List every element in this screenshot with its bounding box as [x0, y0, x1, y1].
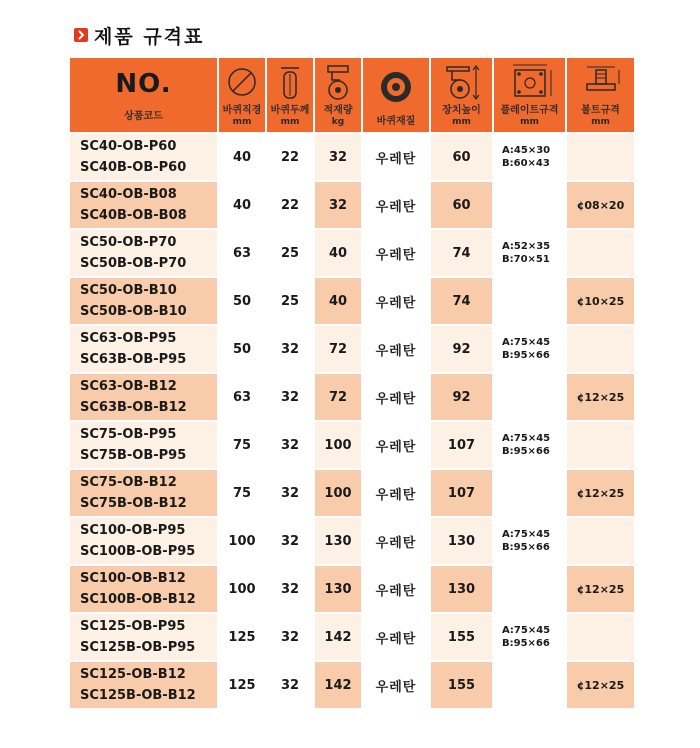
product-code-2: SC50B-OB-P70: [80, 256, 187, 271]
product-code-2: SC50B-OB-B10: [80, 304, 187, 319]
wheel-diameter-icon: [225, 58, 259, 105]
wheel-material-cell: 우레탄: [363, 470, 429, 516]
wheel-thickness-cell: 32: [267, 422, 313, 468]
load-capacity-cell: 72: [315, 374, 361, 420]
wheel-material-cell: 우레탄: [363, 422, 429, 468]
product-code-1: SC40-OB-B08: [80, 187, 177, 202]
plate-size-cell: [494, 518, 565, 564]
mount-height-cell: 60: [431, 134, 492, 180]
wheel-diameter-cell: 40: [219, 182, 265, 228]
product-code-1: SC63-OB-P95: [80, 331, 177, 346]
load-capacity-cell: 32: [315, 182, 361, 228]
title-row: [74, 22, 204, 48]
mount-height-cell: 92: [431, 326, 492, 372]
product-code-1: SC100-OB-P95: [80, 523, 186, 538]
plate-size-cell: [494, 326, 565, 372]
wheel-material-cell: 우레탄: [363, 134, 429, 180]
product-code-2: SC100B-OB-B12: [80, 592, 196, 607]
product-code-cell: [70, 566, 217, 612]
header-product-code: 상품코드: [124, 110, 163, 122]
plate-size-icon: [505, 58, 555, 105]
product-code-2: SC40B-OB-B08: [80, 208, 187, 223]
load-capacity-icon: [320, 58, 356, 105]
plate-size-b: B:95×66: [502, 542, 550, 553]
header-mount-height: 장치높이 mm: [431, 58, 492, 132]
mount-height-cell: 74: [431, 278, 492, 324]
spec-table: [70, 58, 628, 708]
bolt-size-cell: ¢12×25: [567, 566, 634, 612]
bolt-size-cell: [567, 326, 634, 372]
plate-size-cell: [494, 134, 565, 180]
plate-size-a: A:75×45: [502, 625, 551, 636]
wheel-material-cell: 우레탄: [363, 518, 429, 564]
product-code-2: SC63B-OB-B12: [80, 400, 187, 415]
plate-size-b: B:60×43: [502, 158, 550, 169]
wheel-diameter-cell: 125: [219, 614, 265, 660]
load-capacity-cell: 32: [315, 134, 361, 180]
product-code-cell: [70, 134, 217, 180]
product-code-2: SC63B-OB-P95: [80, 352, 187, 367]
bolt-size-icon: [579, 58, 623, 105]
wheel-material-cell: 우레탄: [363, 182, 429, 228]
wheel-material-cell: 우레탄: [363, 278, 429, 324]
plate-size-cell: [494, 566, 565, 612]
load-capacity-cell: 100: [315, 470, 361, 516]
wheel-diameter-cell: 63: [219, 230, 265, 276]
product-code-2: SC125B-OB-P95: [80, 640, 196, 655]
product-code-cell: [70, 278, 217, 324]
load-capacity-cell: 100: [315, 422, 361, 468]
wheel-thickness-cell: 22: [267, 182, 313, 228]
header-bolt-size: 볼트규격 mm: [567, 58, 634, 132]
load-capacity-cell: 142: [315, 614, 361, 660]
load-capacity-cell: 72: [315, 326, 361, 372]
wheel-thickness-cell: 25: [267, 278, 313, 324]
wheel-diameter-cell: 50: [219, 326, 265, 372]
wheel-thickness-cell: 32: [267, 470, 313, 516]
plate-size-cell: [494, 614, 565, 660]
bolt-size-cell: ¢12×25: [567, 374, 634, 420]
header-wheel-material: 바퀴재질: [363, 58, 429, 132]
header-load-capacity: 적재량 kg: [315, 58, 361, 132]
bolt-size-cell: [567, 422, 634, 468]
wheel-thickness-cell: 25: [267, 230, 313, 276]
product-code-2: SC40B-OB-P60: [80, 160, 187, 175]
product-code-1: SC50-OB-P70: [80, 235, 177, 250]
wheel-thickness-cell: 32: [267, 518, 313, 564]
product-code-1: SC63-OB-B12: [80, 379, 177, 394]
header-no-label: NO.: [115, 68, 172, 99]
plate-size-cell: [494, 470, 565, 516]
load-capacity-cell: 130: [315, 566, 361, 612]
product-code-cell: [70, 326, 217, 372]
wheel-material-cell: 우레탄: [363, 614, 429, 660]
product-code-1: SC75-OB-P95: [80, 427, 177, 442]
mount-height-cell: 155: [431, 662, 492, 708]
plate-size-cell: [494, 278, 565, 324]
product-code-cell: [70, 518, 217, 564]
header-plate-size: 플레이트규격 mm: [494, 58, 565, 132]
plate-size-cell: [494, 662, 565, 708]
wheel-thickness-cell: 32: [267, 662, 313, 708]
product-code-1: SC75-OB-B12: [80, 475, 177, 490]
plate-size-a: A:75×45: [502, 433, 551, 444]
wheel-diameter-cell: 125: [219, 662, 265, 708]
bolt-size-cell: ¢10×25: [567, 278, 634, 324]
product-code-cell: [70, 230, 217, 276]
wheel-diameter-cell: 63: [219, 374, 265, 420]
bolt-size-cell: [567, 518, 634, 564]
product-code-cell: [70, 470, 217, 516]
product-code-cell: [70, 422, 217, 468]
bolt-size-cell: [567, 614, 634, 660]
wheel-diameter-cell: 40: [219, 134, 265, 180]
wheel-thickness-cell: 32: [267, 614, 313, 660]
product-code-cell: [70, 662, 217, 708]
product-code-1: SC100-OB-B12: [80, 571, 186, 586]
load-capacity-cell: 40: [315, 230, 361, 276]
wheel-thickness-cell: 32: [267, 566, 313, 612]
wheel-material-cell: 우레탄: [363, 662, 429, 708]
product-code-1: SC125-OB-P95: [80, 619, 186, 634]
mount-height-cell: 60: [431, 182, 492, 228]
product-code-2: SC100B-OB-P95: [80, 544, 196, 559]
load-capacity-cell: 142: [315, 662, 361, 708]
plate-size-cell: [494, 422, 565, 468]
plate-size-b: B:70×51: [502, 254, 550, 265]
header-wheel-diameter: 바퀴직경 mm: [219, 58, 265, 132]
wheel-diameter-cell: 75: [219, 422, 265, 468]
product-code-1: SC40-OB-P60: [80, 139, 177, 154]
wheel-thickness-icon: [273, 58, 307, 105]
load-capacity-cell: 130: [315, 518, 361, 564]
plate-size-b: B:95×66: [502, 350, 550, 361]
plate-size-cell: [494, 230, 565, 276]
product-code-2: SC125B-OB-B12: [80, 688, 196, 703]
bolt-size-cell: [567, 134, 634, 180]
mount-height-cell: 130: [431, 518, 492, 564]
wheel-material-cell: 우레탄: [363, 566, 429, 612]
product-code-2: SC75B-OB-B12: [80, 496, 187, 511]
mount-height-cell: 107: [431, 470, 492, 516]
bolt-size-cell: ¢12×25: [567, 470, 634, 516]
plate-size-a: A:52×35: [502, 241, 551, 252]
mount-height-cell: 130: [431, 566, 492, 612]
plate-size-cell: [494, 182, 565, 228]
page-title: 제품 규격표: [94, 25, 205, 48]
bolt-size-cell: [567, 230, 634, 276]
product-code-1: SC50-OB-B10: [80, 283, 177, 298]
bolt-size-cell: ¢08×20: [567, 182, 634, 228]
chevron-right-icon: [74, 28, 88, 42]
product-code-cell: [70, 182, 217, 228]
header-no: [70, 58, 217, 132]
product-code-cell: [70, 614, 217, 660]
mount-height-cell: 155: [431, 614, 492, 660]
plate-size-a: A:45×30: [502, 145, 551, 156]
wheel-material-cell: 우레탄: [363, 230, 429, 276]
load-capacity-cell: 40: [315, 278, 361, 324]
plate-size-b: B:95×66: [502, 638, 550, 649]
mount-height-cell: 74: [431, 230, 492, 276]
plate-size-a: A:75×45: [502, 529, 551, 540]
plate-size-a: A:75×45: [502, 337, 551, 348]
mount-height-cell: 92: [431, 374, 492, 420]
wheel-diameter-cell: 100: [219, 518, 265, 564]
header-wheel-thickness: 바퀴두께 mm: [267, 58, 313, 132]
mount-height-cell: 107: [431, 422, 492, 468]
wheel-diameter-cell: 100: [219, 566, 265, 612]
wheel-diameter-cell: 75: [219, 470, 265, 516]
wheel-material-cell: 우레탄: [363, 374, 429, 420]
wheel-thickness-cell: 32: [267, 374, 313, 420]
product-code-cell: [70, 374, 217, 420]
product-code-1: SC125-OB-B12: [80, 667, 186, 682]
wheel-material-cell: 우레탄: [363, 326, 429, 372]
wheel-material-icon: [376, 58, 416, 116]
wheel-diameter-cell: 50: [219, 278, 265, 324]
plate-size-cell: [494, 374, 565, 420]
wheel-thickness-cell: 32: [267, 326, 313, 372]
product-code-2: SC75B-OB-P95: [80, 448, 187, 463]
bolt-size-cell: ¢12×25: [567, 662, 634, 708]
mount-height-icon: [441, 58, 483, 105]
plate-size-b: B:95×66: [502, 446, 550, 457]
wheel-thickness-cell: 22: [267, 134, 313, 180]
